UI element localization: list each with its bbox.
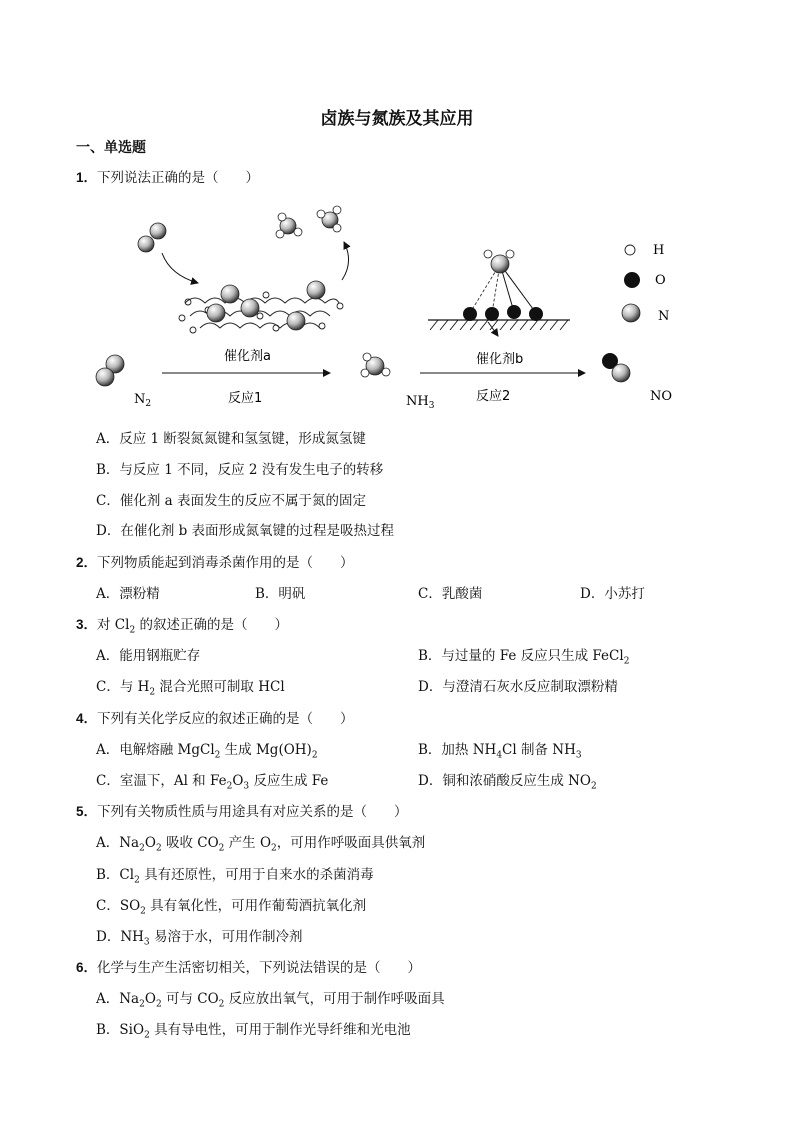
subscript: 2 <box>139 843 145 854</box>
subscript: 3 <box>575 750 582 761</box>
q5-option-c <box>96 894 366 917</box>
legend-h: H <box>653 243 665 258</box>
subscript: 2 <box>218 999 225 1010</box>
subscript: 2 <box>155 843 162 854</box>
text: B．SiO <box>96 1022 145 1038</box>
question-stem: 下列有关化学反应的叙述正确的是（ ） <box>97 711 354 727</box>
q1-option-b: B．与反应 1 不同，反应 2 没有发生电子的转移 <box>96 462 384 478</box>
q3-option-c <box>96 675 285 698</box>
question-number: 3． <box>76 617 98 632</box>
n2-label: $N_2$ <box>134 392 152 409</box>
q1-option-a: A．反应 1 断裂氮氮键和氢氢键，形成氮氢键 <box>96 431 366 447</box>
q4-option-a <box>96 738 318 761</box>
text: ，可用作呼吸面具供氧剂 <box>276 835 426 851</box>
q6-option-a <box>96 987 445 1010</box>
text: 易溶于水，可用作制冷剂 <box>149 929 303 945</box>
q5-option-d <box>96 925 302 948</box>
question-stem: 化学与生产生活密切相关，下列说法错误的是（ ） <box>97 960 422 976</box>
text: 产生 O <box>224 835 272 851</box>
q3-option-b <box>418 644 629 667</box>
q2-option-c: C．乳酸菌 <box>418 586 483 602</box>
text: A．Na <box>96 835 140 851</box>
text: 混合光照可制取 HCl <box>155 679 285 695</box>
question-6 <box>76 956 421 976</box>
subscript: 2 <box>149 687 156 698</box>
reaction-figure <box>90 198 690 414</box>
q5-option-a <box>96 831 425 854</box>
reaction-1-label: 反应1 <box>228 391 263 406</box>
q4-option-c <box>96 769 328 792</box>
q4-option-d <box>418 769 597 792</box>
text: 吸收 CO <box>161 835 219 851</box>
page-title: 卤族与氮族及其应用 <box>320 109 474 129</box>
subscript: 2 <box>271 843 277 854</box>
legend-o: O <box>655 273 666 288</box>
question-3 <box>76 613 288 636</box>
text: 可与 CO <box>161 991 219 1007</box>
text: O <box>144 991 156 1007</box>
reaction-2-label: 反应2 <box>476 389 511 404</box>
text: 反应生成 Fe <box>249 773 329 789</box>
q1-option-d: D．在催化剂 b 表面形成氮氧键的过程是吸热过程 <box>96 523 395 539</box>
text: D．NH <box>96 929 144 945</box>
q4-option-b <box>418 738 582 761</box>
question-number: 4． <box>76 711 98 726</box>
legend <box>622 243 669 324</box>
catalyst-b-surface <box>428 250 570 336</box>
q6-option-b <box>96 1018 411 1041</box>
subscript: 2 <box>144 1030 150 1041</box>
question-number: 1． <box>76 170 98 185</box>
catalyst-b-label: 催化剂b <box>476 352 524 367</box>
catalyst-a-label: 催化剂a <box>224 349 271 364</box>
text: Cl 制备 NH <box>502 742 576 758</box>
text: 具有还原性，可用于自来水的杀菌消毒 <box>139 867 374 883</box>
text: 反应放出氧气，可用于制作呼吸面具 <box>224 991 445 1007</box>
subscript: 2 <box>134 875 140 886</box>
nh3-label: $NH_3$ <box>406 394 435 411</box>
question-4 <box>76 707 354 727</box>
subscript: 2 <box>218 843 225 854</box>
subscript: 3 <box>243 781 250 792</box>
subscript: 4 <box>496 750 503 761</box>
subscript: 2 <box>226 781 233 792</box>
text: 具有导电性，可用于制作光导纤维和光电池 <box>149 1022 411 1038</box>
question-number: 2． <box>76 555 98 570</box>
section-heading: 一、单选题 <box>76 140 146 156</box>
q2-option-b: B．明矾 <box>255 586 306 602</box>
q2-option-d: D．小苏打 <box>580 586 645 602</box>
question-stem: 下列有关物质性质与用途具有对应关系的是（ ） <box>97 804 408 820</box>
text: O <box>144 835 156 851</box>
text: B．加热 NH <box>418 742 497 758</box>
text: O <box>232 773 244 789</box>
text: 具有氧化性，可用作葡萄酒抗氧化剂 <box>145 898 367 914</box>
no-molecule <box>602 353 630 382</box>
subscript: 2 <box>140 906 146 917</box>
q1-option-c: C．催化剂 a 表面发生的反应不属于氮的固定 <box>96 493 366 509</box>
q5-option-b <box>96 863 374 886</box>
question-5 <box>76 800 408 820</box>
text: A．Na <box>96 991 140 1007</box>
stem-part: 对 Cl <box>97 617 130 633</box>
text: 生成 Mg(OH) <box>220 742 312 758</box>
question-stem: 下列说法正确的是（ ） <box>97 170 260 186</box>
text: C．与 H <box>96 679 150 695</box>
question-stem: 下列物质能起到消毒杀菌作用的是（ ） <box>97 555 354 571</box>
subscript: 2 <box>129 625 136 636</box>
question-number: 6． <box>76 960 98 975</box>
question-2 <box>76 551 354 571</box>
text: C．室温下，Al 和 Fe <box>96 773 227 789</box>
q3-option-d: D．与澄清石灰水反应制取漂粉精 <box>418 679 618 695</box>
subscript: 2 <box>311 750 318 761</box>
text: C．SO <box>96 898 141 914</box>
stem-part: 的叙述正确的是（ ） <box>135 617 288 633</box>
subscript: 2 <box>591 781 597 792</box>
legend-n: N <box>658 309 670 324</box>
text: A．电解熔融 MgCl <box>96 742 215 758</box>
subscript: 3 <box>143 937 150 948</box>
question-1 <box>76 166 259 186</box>
no-label: NO <box>650 389 673 404</box>
nh3-released <box>276 206 341 238</box>
subscript: 2 <box>139 999 145 1010</box>
subscript: 2 <box>214 750 221 761</box>
text: D．铜和浓硝酸反应生成 NO <box>418 773 591 789</box>
text: B．Cl <box>96 867 135 883</box>
nh3-molecule <box>361 353 390 377</box>
q3-option-a: A．能用钢瓶贮存 <box>96 648 201 664</box>
subscript: 2 <box>623 656 630 667</box>
question-number: 5． <box>76 804 98 819</box>
text: B．与过量的 Fe 反应只生成 FeCl <box>418 648 624 664</box>
subscript: 2 <box>155 999 162 1010</box>
q2-option-a: A．漂粉精 <box>96 586 160 602</box>
n2-molecule <box>96 355 124 386</box>
